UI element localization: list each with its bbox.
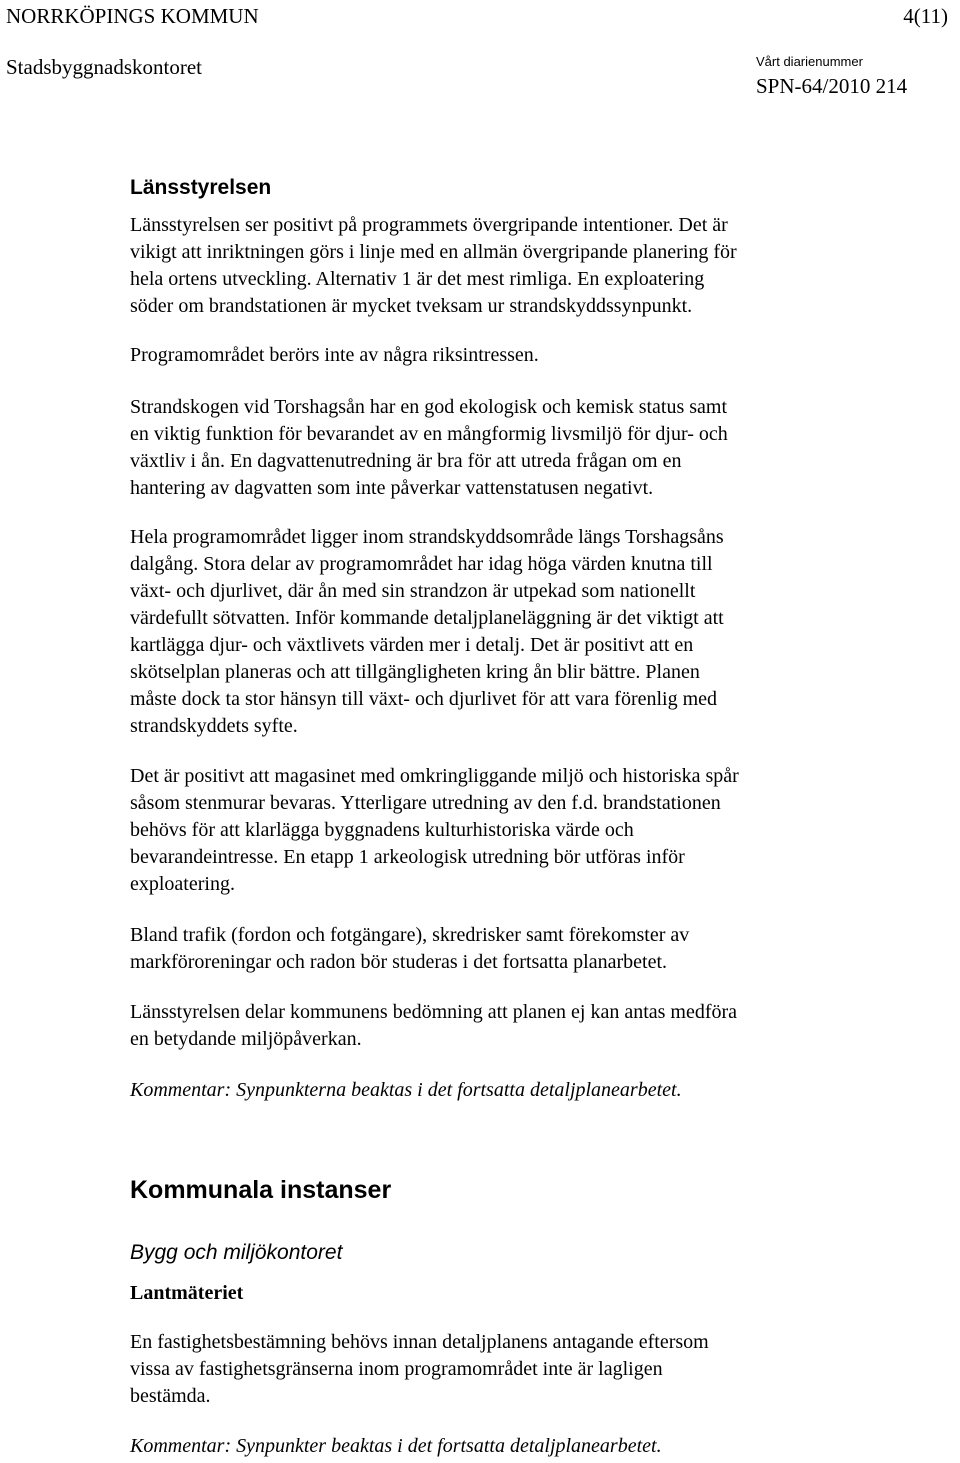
page-number: 4(11)	[903, 4, 948, 28]
section-heading-kommunala: Kommunala instanser	[130, 1176, 392, 1204]
text-line: växt- och djurlivet, där ån med sin strandzon är utpekad som nationellt	[130, 580, 696, 602]
text-line: Hela programområdet ligger inom strandskyddsområde längs Torshagsåns	[130, 526, 724, 548]
comment-text: Kommentar: Synpunkterna beaktas i det fortsatta detaljplanearbetet.	[130, 1079, 682, 1101]
text-line: exploatering.	[130, 873, 235, 895]
text-line: kartlägga djur- och växtlivets värden mer i detalj. Det är positivt att en	[130, 634, 694, 656]
text-line: Strandskogen vid Torshagsån har en god ekologisk och kemisk status samt	[130, 396, 728, 418]
paragraph	[130, 394, 728, 502]
paragraph	[130, 763, 739, 898]
section-heading-lansstyrelsen: Länsstyrelsen	[130, 176, 272, 199]
paragraph	[130, 342, 539, 369]
text-line: söder om brandstationen är mycket tveksam ur strandskyddssynpunkt.	[130, 295, 693, 317]
comment	[130, 1433, 662, 1460]
text-line: hela ortens utveckling. Alternativ 1 är det mest rimliga. En exploatering	[130, 268, 705, 290]
paragraph	[130, 524, 724, 740]
text-line: markföroreningar och radon bör studeras i det fortsatta planarbetet.	[130, 951, 668, 973]
text-line: behövs för att klarlägga byggnadens kulturhistoriska värde och	[130, 819, 634, 841]
paragraph	[130, 212, 737, 320]
text-line: dalgång. Stora delar av programområdet har idag höga värden knutna till	[130, 553, 713, 575]
department-name: Stadsbyggnadskontoret	[6, 55, 202, 79]
text-line: såsom stenmurar bevaras. Ytterligare utredning av den f.d. brandstationen	[130, 792, 721, 814]
text-line: en viktig funktion för bevarandet av en mångformig livsmiljö för djur- och	[130, 423, 728, 445]
text-line: Programområdet berörs inte av några riksintressen.	[130, 344, 539, 366]
text-line: vissa av fastighetsgränserna inom programområdet inte är lagligen	[130, 1358, 663, 1380]
text-line: En fastighetsbestämning behövs innan detaljplanens antagande eftersom	[130, 1331, 709, 1353]
text-line: Det är positivt att magasinet med omkringliggande miljö och historiska spår	[130, 765, 739, 787]
text-line: växtliv i ån. En dagvattenutredning är bra för att utreda frågan om en	[130, 450, 682, 472]
text-line: Bland trafik (fordon och fotgängare), skredrisker samt förekomster av	[130, 924, 690, 946]
text-line: skötselplan planeras och att tillgängligheten kring ån blir bättre. Planen	[130, 661, 700, 683]
text-line: vikigt att inriktningen görs i linje med en allmän övergripande planering för	[130, 241, 737, 263]
text-line: hantering av dagvatten som inte påverkar vattenstatusen negativt.	[130, 477, 654, 499]
text-line: en betydande miljöpåverkan.	[130, 1028, 362, 1050]
reference-label: Vårt diarienummer	[756, 54, 863, 69]
reference-number: SPN-64/2010 214	[756, 74, 908, 98]
paragraph	[130, 922, 689, 976]
text-line: måste dock ta stor hänsyn till växt- och djurlivet för att vara förenlig med	[130, 688, 718, 710]
text-line: Länsstyrelsen ser positivt på programmets övergripande intentioner. Det är	[130, 214, 728, 236]
unit-heading-lantmateriet: Lantmäteriet	[130, 1282, 244, 1304]
comment	[130, 1077, 682, 1104]
text-line: bevarandeintresse. En etapp 1 arkeologisk utredning bör utföras inför	[130, 846, 685, 868]
text-line: bestämda.	[130, 1385, 211, 1407]
comment-text: Kommentar: Synpunkter beaktas i det fortsatta detaljplanearbetet.	[130, 1435, 662, 1457]
text-line: värdefullt sötvatten. Inför kommande detaljplaneläggning är det viktigt att	[130, 607, 724, 629]
paragraph	[130, 1329, 709, 1410]
text-line: strandskyddets syfte.	[130, 715, 298, 737]
text-line: Länsstyrelsen delar kommunens bedömning att planen ej kan antas medföra	[130, 1001, 738, 1023]
paragraph	[130, 999, 737, 1053]
subheading-bygg-miljo: Bygg och miljökontoret	[130, 1241, 343, 1264]
organization-name: NORRKÖPINGS KOMMUN	[6, 4, 259, 28]
